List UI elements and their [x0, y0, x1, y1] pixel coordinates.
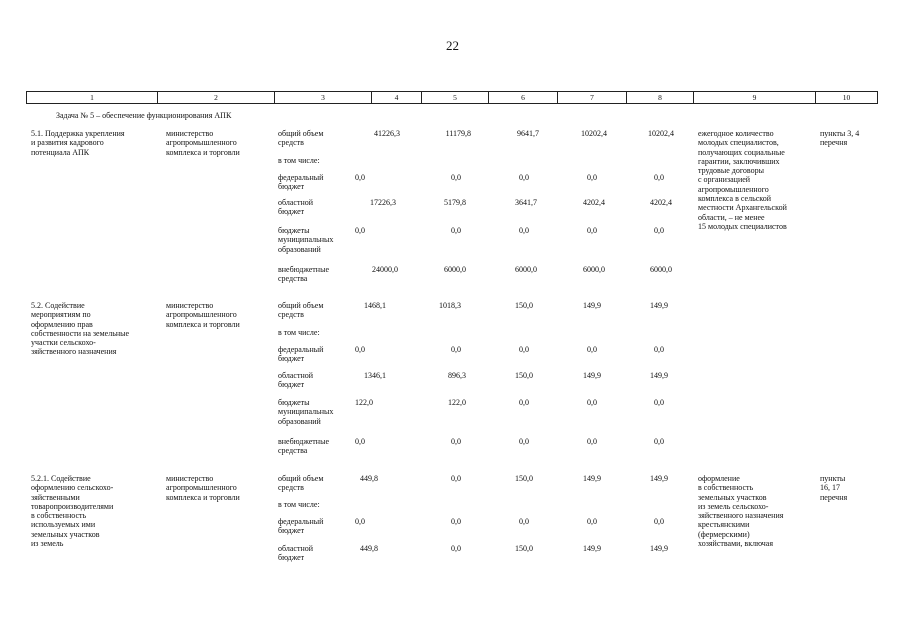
value-year-4: 0,0 — [654, 345, 664, 354]
value-year-3: 149,9 — [583, 544, 601, 553]
value-total: 1468,1 — [364, 301, 386, 310]
value-year-4: 0,0 — [654, 398, 664, 407]
value-year-1: 0,0 — [451, 544, 461, 553]
column-header-2: 2 — [157, 92, 274, 103]
task-title: Задача № 5 – обеспечение функционирования АПК — [56, 111, 232, 120]
value-year-2: 0,0 — [519, 517, 529, 526]
value-year-2: 150,0 — [515, 371, 533, 380]
funding-source-label: общий объем средств — [278, 474, 324, 493]
value-year-2: 0,0 — [519, 173, 529, 182]
funding-source-label: федеральный бюджет — [278, 345, 324, 364]
value-year-4: 149,9 — [650, 544, 668, 553]
value-year-2: 0,0 — [519, 398, 529, 407]
value-year-4: 149,9 — [650, 474, 668, 483]
value-total: 41226,3 — [374, 129, 400, 138]
measure-title: 5.2.1. Содействие оформлению сельскохо- зяйственными товаропроизводителями в собственность используемых ими земельных участков из земель — [31, 474, 114, 549]
value-year-4: 10202,4 — [648, 129, 674, 138]
target-indicator: оформление в собственность земельных участков из земель сельскохо- зяйственного назначения крестьянскими (фермерскими) хозяйствами, включая — [698, 474, 784, 549]
funding-source-label: в том числе: — [278, 328, 320, 337]
value-year-4: 4202,4 — [650, 198, 672, 207]
value-total: 24000,0 — [372, 265, 398, 274]
value-year-1: 0,0 — [451, 437, 461, 446]
value-year-1: 122,0 — [448, 398, 466, 407]
value-total: 0,0 — [355, 173, 365, 182]
value-year-4: 0,0 — [654, 517, 664, 526]
measure-title: 5.1. Поддержка укрепления и развития кадрового потенциала АПК — [31, 129, 125, 157]
value-year-4: 149,9 — [650, 301, 668, 310]
executor: министерство агропромышленного комплекса и торговли — [166, 474, 240, 502]
value-year-2: 150,0 — [515, 301, 533, 310]
funding-source-label: в том числе: — [278, 156, 320, 165]
funding-source-label: внебюджетные средства — [278, 437, 329, 456]
value-year-3: 0,0 — [587, 173, 597, 182]
executor: министерство агропромышленного комплекса и торговли — [166, 129, 240, 157]
funding-source-label: бюджеты муниципальных образований — [278, 226, 334, 254]
value-year-2: 0,0 — [519, 226, 529, 235]
value-year-1: 0,0 — [451, 173, 461, 182]
value-year-4: 0,0 — [654, 437, 664, 446]
column-number-header — [26, 91, 878, 104]
value-year-3: 6000,0 — [583, 265, 605, 274]
value-year-1: 5179,8 — [444, 198, 466, 207]
value-year-4: 149,9 — [650, 371, 668, 380]
value-year-3: 0,0 — [587, 345, 597, 354]
value-year-3: 149,9 — [583, 474, 601, 483]
funding-source-label: областной бюджет — [278, 544, 314, 563]
column-header-3: 3 — [274, 92, 371, 103]
value-year-4: 6000,0 — [650, 265, 672, 274]
value-total: 449,8 — [360, 544, 378, 553]
page-number: 22 — [446, 38, 459, 53]
funding-source-label: в том числе: — [278, 500, 320, 509]
value-total: 0,0 — [355, 437, 365, 446]
column-header-6: 6 — [488, 92, 557, 103]
column-header-10: 10 — [815, 92, 878, 103]
value-year-2: 6000,0 — [515, 265, 537, 274]
value-year-1: 0,0 — [451, 345, 461, 354]
target-indicator: ежегодное количество молодых специалистов, получающих социальные гарантии, заключивших трудовые договоры с организацией агропромышленного комплекса в сельской местности Архангельской области, – не менее 15 молодых специалистов — [698, 129, 787, 231]
value-year-1: 6000,0 — [444, 265, 466, 274]
value-year-2: 150,0 — [515, 474, 533, 483]
measure-title: 5.2. Содействие мероприятиям по оформлению прав собственности на земельные участки сельскохо- зяйственного назначения — [31, 301, 130, 357]
column-header-9: 9 — [693, 92, 815, 103]
value-year-1: 896,3 — [448, 371, 466, 380]
column-header-8: 8 — [626, 92, 693, 103]
value-year-3: 4202,4 — [583, 198, 605, 207]
value-year-2: 9641,7 — [517, 129, 539, 138]
value-year-4: 0,0 — [654, 173, 664, 182]
value-year-2: 3641,7 — [515, 198, 537, 207]
value-year-4: 0,0 — [654, 226, 664, 235]
value-total: 122,0 — [355, 398, 373, 407]
column-header-7: 7 — [557, 92, 626, 103]
executor: министерство агропромышленного комплекса и торговли — [166, 301, 240, 329]
column-header-5: 5 — [421, 92, 488, 103]
value-year-3: 149,9 — [583, 301, 601, 310]
funding-source-label: областной бюджет — [278, 198, 314, 217]
column-header-4: 4 — [371, 92, 421, 103]
list-reference: пункты 3, 4 перечня — [820, 129, 860, 148]
value-total: 0,0 — [355, 345, 365, 354]
value-year-1: 0,0 — [451, 517, 461, 526]
value-year-2: 0,0 — [519, 345, 529, 354]
value-year-3: 149,9 — [583, 371, 601, 380]
funding-source-label: федеральный бюджет — [278, 517, 324, 536]
value-year-2: 150,0 — [515, 544, 533, 553]
funding-source-label: общий объем средств — [278, 129, 324, 148]
value-year-1: 0,0 — [451, 226, 461, 235]
funding-source-label: областной бюджет — [278, 371, 314, 390]
value-total: 449,8 — [360, 474, 378, 483]
list-reference: пункты 16, 17 перечня — [820, 474, 848, 502]
value-total: 1346,1 — [364, 371, 386, 380]
funding-source-label: внебюджетные средства — [278, 265, 329, 284]
value-year-2: 0,0 — [519, 437, 529, 446]
value-year-3: 0,0 — [587, 398, 597, 407]
value-year-3: 0,0 — [587, 437, 597, 446]
funding-source-label: общий объем средств — [278, 301, 324, 320]
value-year-3: 0,0 — [587, 517, 597, 526]
value-year-1: 1018,3 — [439, 301, 461, 310]
value-year-1: 11179,8 — [445, 129, 471, 138]
value-year-3: 0,0 — [587, 226, 597, 235]
value-year-3: 10202,4 — [581, 129, 607, 138]
column-header-1: 1 — [26, 92, 157, 103]
value-total: 0,0 — [355, 517, 365, 526]
value-year-1: 0,0 — [451, 474, 461, 483]
value-total: 17226,3 — [370, 198, 396, 207]
funding-source-label: бюджеты муниципальных образований — [278, 398, 334, 426]
value-total: 0,0 — [355, 226, 365, 235]
funding-source-label: федеральный бюджет — [278, 173, 324, 192]
